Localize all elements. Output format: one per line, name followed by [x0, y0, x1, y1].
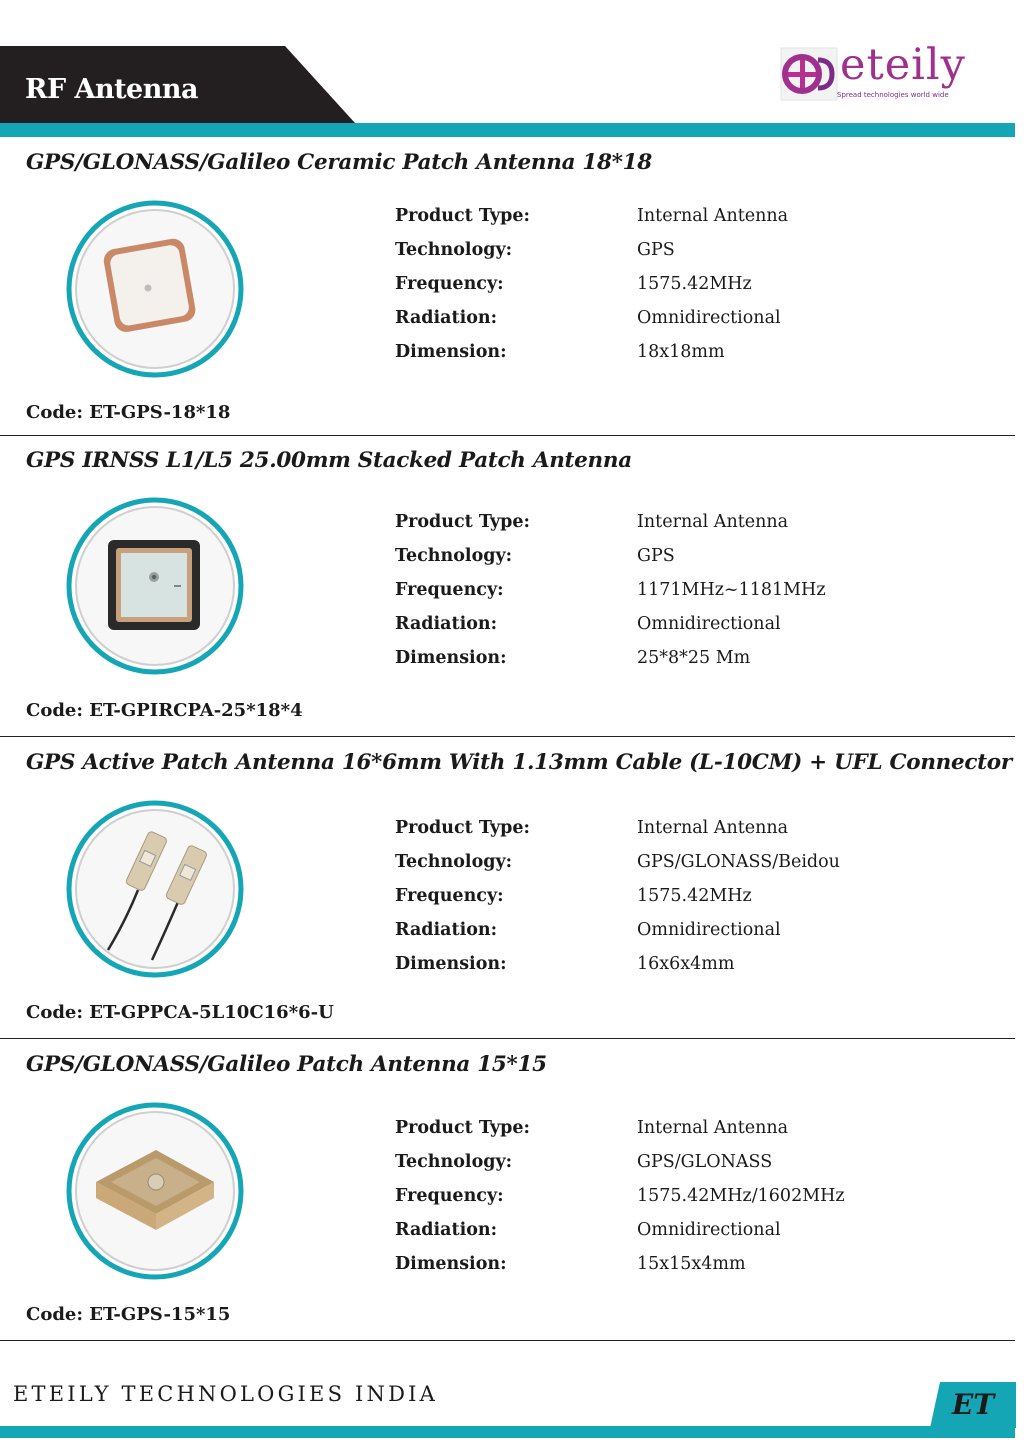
spec-value: 15x15x4mm	[637, 1254, 746, 1274]
spec-row-technology	[395, 852, 955, 886]
spec-label: Dimension:	[395, 648, 507, 668]
product-code: Code: ET-GPIRCPA-25*18*4	[26, 700, 303, 721]
spec-label: Product Type:	[395, 206, 530, 226]
spec-row-product-type	[395, 206, 955, 240]
section-divider	[0, 1340, 1015, 1341]
spec-value: Omnidirectional	[637, 1220, 781, 1240]
spec-label: Technology:	[395, 852, 513, 872]
spec-value: GPS	[637, 240, 675, 260]
product-image-ceramic-patch	[66, 200, 244, 378]
spec-row-dimension	[395, 648, 955, 682]
spec-label: Radiation:	[395, 1220, 498, 1240]
spec-value: 16x6x4mm	[637, 954, 735, 974]
spec-label: Technology:	[395, 1152, 513, 1172]
spec-row-dimension	[395, 954, 955, 988]
spec-table	[395, 818, 955, 988]
spec-value: GPS/GLONASS/Beidou	[637, 852, 840, 872]
spec-row-frequency	[395, 1186, 955, 1220]
spec-value: Internal Antenna	[637, 818, 789, 838]
footer-accent-bar	[0, 1426, 1015, 1438]
spec-value: GPS	[637, 546, 675, 566]
spec-row-radiation	[395, 308, 955, 342]
spec-label: Dimension:	[395, 954, 507, 974]
spec-label: Technology:	[395, 240, 513, 260]
section-divider	[0, 435, 1015, 436]
spec-label: Dimension:	[395, 342, 507, 362]
spec-label: Dimension:	[395, 1254, 507, 1274]
spec-row-frequency	[395, 274, 955, 308]
spec-table	[395, 512, 955, 682]
spec-table	[395, 1118, 955, 1288]
spec-label: Radiation:	[395, 614, 498, 634]
spec-label: Product Type:	[395, 512, 530, 532]
product-image-patch-15	[66, 1102, 244, 1280]
product-title: GPS/GLONASS/Galileo Ceramic Patch Antenna 18*18	[26, 150, 652, 175]
section-divider	[0, 1038, 1015, 1039]
spec-value: Omnidirectional	[637, 920, 781, 940]
spec-label: Product Type:	[395, 818, 530, 838]
spec-row-frequency	[395, 580, 955, 614]
spec-row-dimension	[395, 1254, 955, 1288]
spec-row-radiation	[395, 1220, 955, 1254]
product-title: GPS Active Patch Antenna 16*6mm With 1.13mm Cable (L-10CM) + UFL Connector	[26, 750, 1012, 775]
spec-label: Frequency:	[395, 1186, 504, 1206]
spec-value: 25*8*25 Mm	[637, 648, 751, 668]
product-code: Code: ET-GPS-18*18	[26, 402, 231, 423]
logo-wordmark: eteily	[840, 40, 966, 90]
spec-label: Radiation:	[395, 920, 498, 940]
product-code: Code: ET-GPPCA-5L10C16*6-U	[26, 1002, 334, 1023]
spec-label: Frequency:	[395, 580, 504, 600]
spec-value: 1575.42MHz/1602MHz	[637, 1186, 845, 1206]
header-accent-bar	[0, 123, 1015, 137]
page-title: RF Antenna	[25, 74, 198, 105]
spec-row-technology	[395, 1152, 955, 1186]
spec-label: Radiation:	[395, 308, 498, 328]
spec-table	[395, 206, 955, 376]
spec-value: Internal Antenna	[637, 512, 789, 532]
footer-badge-label: ET	[952, 1388, 995, 1421]
spec-row-product-type	[395, 1118, 955, 1152]
spec-value: GPS/GLONASS	[637, 1152, 773, 1172]
product-title: GPS IRNSS L1/L5 25.00mm Stacked Patch Antenna	[26, 448, 632, 473]
spec-value: Internal Antenna	[637, 206, 789, 226]
spec-label: Frequency:	[395, 886, 504, 906]
spec-row-radiation	[395, 920, 955, 954]
spec-row-technology	[395, 546, 955, 580]
spec-value: 1575.42MHz	[637, 886, 752, 906]
spec-value: Omnidirectional	[637, 614, 781, 634]
product-code: Code: ET-GPS-15*15	[26, 1304, 231, 1325]
product-title: GPS/GLONASS/Galileo Patch Antenna 15*15	[26, 1052, 547, 1077]
spec-value: 1575.42MHz	[637, 274, 752, 294]
spec-value: 1171MHz~1181MHz	[637, 580, 826, 600]
spec-value: 18x18mm	[637, 342, 725, 362]
spec-value: Internal Antenna	[637, 1118, 789, 1138]
spec-row-frequency	[395, 886, 955, 920]
product-image-stacked-patch	[66, 497, 244, 675]
spec-row-radiation	[395, 614, 955, 648]
spec-label: Technology:	[395, 546, 513, 566]
company-logo	[780, 40, 992, 102]
section-divider	[0, 736, 1015, 737]
spec-row-product-type	[395, 512, 955, 546]
spec-label: Product Type:	[395, 1118, 530, 1138]
product-image-active-patch-cable	[66, 800, 244, 978]
logo-tagline: Spread technologies world wide	[837, 91, 949, 99]
spec-value: Omnidirectional	[637, 308, 781, 328]
footer-company-name: ETEILY TECHNOLOGIES INDIA	[13, 1382, 439, 1406]
spec-row-technology	[395, 240, 955, 274]
spec-row-product-type	[395, 818, 955, 852]
spec-row-dimension	[395, 342, 955, 376]
spec-label: Frequency:	[395, 274, 504, 294]
